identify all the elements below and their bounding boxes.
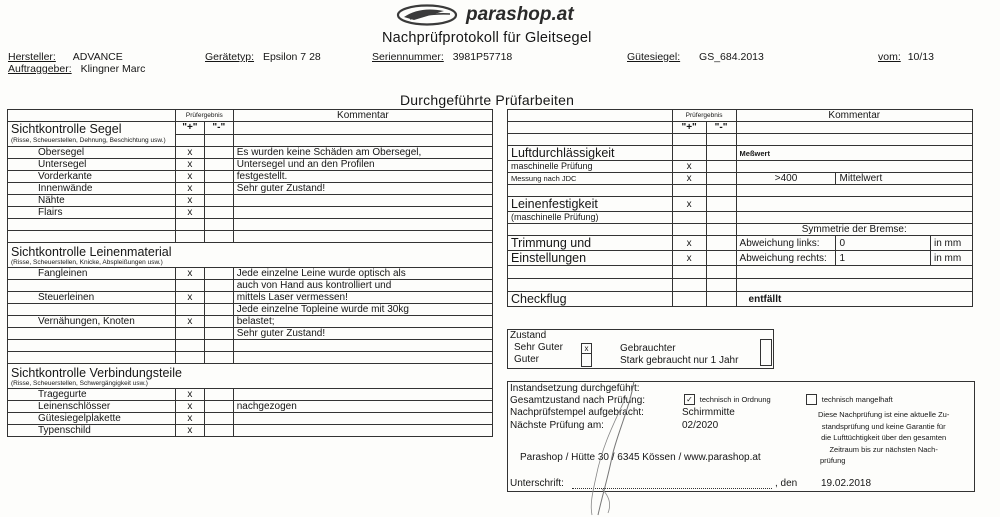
left-blank [233, 122, 492, 135]
row-mark [175, 304, 204, 316]
segel-title [8, 122, 176, 147]
row-comment: festgestellt. [233, 171, 492, 183]
header-geraetetyp [205, 51, 321, 63]
address: Parashop / Hütte 30 / 6345 Kössen / www.parashop.at [520, 452, 761, 463]
table-row [8, 425, 493, 437]
trimmung-line2: Einstellungen [508, 251, 673, 266]
right-col-result: Prüfergebnis [672, 110, 736, 122]
geraetetyp-label: Gerätetyp: [205, 51, 255, 63]
leinenfest-sub: (maschinelle Prüfung) [508, 212, 673, 224]
zustand-sehr-guter: Sehr Guter [514, 342, 563, 353]
header-vom [878, 51, 934, 63]
segel-subtitle: (Risse, Scheuerstellen, Dehnung, Beschichtung usw.) [11, 137, 166, 144]
zustand-title: Zustand [510, 330, 547, 341]
leinenfest-title: Leinenfestigkeit [508, 197, 673, 212]
section-title: Durchgeführte Prüfarbeiten [400, 92, 575, 108]
unit-links: in mm [931, 236, 973, 251]
table-row [8, 207, 493, 219]
verbindung-title-text: Sichtkontrolle Verbindungsteile [11, 366, 182, 380]
seriennummer-value: 3981P57718 [452, 51, 513, 63]
row-label: Tragegurte [8, 389, 176, 401]
row-label: Vernähungen, Knoten [8, 316, 176, 328]
segel-title-text: Sichtkontrolle Segel [11, 122, 122, 136]
table-row [8, 328, 493, 340]
den-label: , den [775, 478, 798, 489]
row-label: Nähte [8, 195, 176, 207]
abw-rechts-value: 1 [836, 251, 931, 266]
checkflug-label: Checkflug [508, 292, 673, 307]
table-row [8, 292, 493, 304]
mittelwert-label: Mittelwert [836, 173, 973, 185]
logo-swoosh-icon [396, 4, 458, 26]
geraetetyp-value: Epsilon 7 28 [262, 51, 321, 63]
row-comment: mittels Laser vermessen! [233, 292, 492, 304]
header-guetesiegel [627, 51, 764, 63]
leinen-title [8, 243, 493, 268]
row-comment [233, 389, 492, 401]
row-comment: Untersegel und an den Profilen [233, 159, 492, 171]
header-hersteller [8, 51, 123, 63]
check-ok-checkbox[interactable]: ✓ [684, 394, 695, 405]
row-comment: Jede einzelne Topleine wurde mit 30kg [233, 304, 492, 316]
table-row [8, 280, 493, 292]
guetesiegel-value: GS_684.2013 [699, 51, 764, 63]
row-mark [175, 280, 204, 292]
table-row [8, 183, 493, 195]
row-comment: belastet; [233, 316, 492, 328]
row-mark: x [175, 389, 204, 401]
row-mark [175, 328, 204, 340]
abw-links-value: 0 [836, 236, 931, 251]
signature-date: 19.02.2018 [821, 478, 872, 489]
leinen-title-text: Sichtkontrolle Leinenmaterial [11, 245, 172, 259]
row-label: Typenschild [8, 425, 176, 437]
row-mark: x [175, 195, 204, 207]
table-row [8, 147, 493, 159]
right-plus: "+" [672, 122, 706, 134]
check-ok-label: technisch in Ordnung [699, 395, 771, 405]
luft-title: Luftdurchlässigkeit [508, 146, 673, 161]
row-comment: Jede einzelne Leine wurde optisch als [233, 268, 492, 280]
vom-value: 10/13 [907, 51, 934, 63]
row-mark: x [175, 413, 204, 425]
disclaimer-line: Diese Nachprüfung ist eine aktuelle Zu- [818, 410, 950, 419]
header-seriennummer [372, 51, 512, 63]
messwert-label: Meßwert [736, 146, 972, 161]
row-mark: x [175, 425, 204, 437]
left-plus: "+" [175, 122, 204, 135]
table-row [8, 195, 493, 207]
naechste-value: 02/2020 [682, 420, 719, 431]
gebrauchter-checkbox[interactable] [760, 339, 772, 366]
luft-mark2: x [672, 173, 706, 185]
table-row [8, 389, 493, 401]
instand-line1: Instandsetzung durchgeführt: [510, 383, 640, 394]
vom-label: vom: [878, 51, 901, 63]
messwert-value: >400 [736, 173, 836, 185]
table-row [8, 413, 493, 425]
auftraggeber-value: Klingner Marc [80, 63, 146, 75]
header-auftraggeber [8, 63, 145, 75]
row-comment [233, 413, 492, 425]
hersteller-value: ADVANCE [72, 51, 123, 63]
document-title: Nachprüfprotokoll für Gleitsegel [382, 30, 592, 46]
row-comment: nachgezogen [233, 401, 492, 413]
trim-mark2: x [672, 251, 706, 266]
right-col-comment: Kommentar [736, 110, 972, 122]
row-mark: x [175, 401, 204, 413]
row-comment [233, 425, 492, 437]
check-ok-group [684, 394, 771, 405]
disclaimer-line: standsprüfung und keine Garantie für [821, 421, 946, 431]
unit-rechts: in mm [931, 251, 973, 266]
zustand-stark: Stark gebraucht nur 1 Jahr [620, 355, 739, 366]
logo-text: parashop.at [466, 4, 574, 25]
row-label: Steuerleinen [8, 292, 176, 304]
verbindung-subtitle: (Risse, Scheuerstellen, Schwergängigkeit usw.) [11, 380, 148, 387]
seriennummer-label: Seriennummer: [372, 51, 444, 63]
luft-sub2: Messung nach JDC [508, 173, 673, 185]
row-comment: Sehr guter Zustand! [233, 183, 492, 195]
verbindung-title [8, 364, 493, 389]
row-label: Flairs [8, 207, 176, 219]
table-row [8, 171, 493, 183]
zustand-box [507, 329, 774, 369]
row-comment [233, 207, 492, 219]
leinenfest-mark: x [672, 197, 706, 212]
stempel-label: Nachprüfstempel aufgebracht: [510, 407, 644, 418]
luft-mark1: x [672, 161, 706, 173]
right-minus: "-" [706, 122, 736, 134]
disclaimer-line: die Lufttüchtigkeit über den gesamten [821, 433, 947, 442]
table-row [8, 268, 493, 280]
abw-links-label: Abweichung links: [736, 236, 836, 251]
row-label: Obersegel [8, 147, 176, 159]
row-comment [233, 195, 492, 207]
leinen-subtitle: (Risse, Scheuerstellen, Knicke, Abspleißungen usw.) [11, 259, 163, 266]
luft-sub1: maschinelle Prüfung [508, 161, 673, 173]
row-mark: x [175, 292, 204, 304]
naechste-label: Nächste Prüfung am: [510, 420, 604, 431]
row-mark: x [175, 147, 204, 159]
checkflug-comment: entfällt [736, 292, 972, 307]
row-comment: Sehr guter Zustand! [233, 328, 492, 340]
abw-rechts-label: Abweichung rechts: [736, 251, 836, 266]
row-label: Vorderkante [8, 171, 176, 183]
guter-checkbox[interactable] [581, 354, 592, 367]
row-mark: x [175, 316, 204, 328]
table-row [8, 304, 493, 316]
left-col-result: Prüfergebnis [175, 110, 233, 122]
disclaimer [818, 409, 949, 467]
row-label [8, 280, 176, 292]
sehr-guter-checkbox[interactable]: x [581, 343, 592, 354]
disclaimer-line: prüfung [820, 456, 846, 465]
check-bad-checkbox[interactable] [806, 394, 817, 405]
row-label: Leinenschlösser [8, 401, 176, 413]
left-head-blank [8, 110, 176, 122]
stempel-value: Schirmmitte [682, 407, 735, 418]
hersteller-label: Hersteller: [8, 51, 56, 63]
disclaimer-line: Zeitraum bis zur nächsten Nach- [829, 444, 938, 454]
table-row [8, 316, 493, 328]
row-comment: Es wurden keine Schäden am Obersegel, [233, 147, 492, 159]
auftraggeber-label: Auftraggeber: [8, 63, 72, 75]
trimmung-line1: Trimmung und [508, 236, 673, 251]
right-table [507, 109, 973, 307]
check-bad-label: technisch mangelhaft [821, 395, 893, 405]
check-bad-group [806, 394, 893, 405]
row-label [8, 304, 176, 316]
gesamt-label: Gesamtzustand nach Prüfung: [510, 395, 646, 406]
row-comment: auch von Hand aus kontrolliert und [233, 280, 492, 292]
left-table [7, 109, 493, 437]
signature-scribble-icon [572, 377, 652, 517]
row-label: Fangleinen [8, 268, 176, 280]
zustand-gebrauchter: Gebrauchter [620, 343, 676, 354]
symmetrie-label: Symmetrie der Bremse: [736, 224, 972, 236]
unterschrift-label: Unterschrift: [510, 478, 564, 489]
row-mark: x [175, 268, 204, 280]
row-mark: x [175, 159, 204, 171]
row-mark: x [175, 171, 204, 183]
row-mark: x [175, 183, 204, 195]
left-col-comment: Kommentar [233, 110, 492, 122]
guetesiegel-label: Gütesiegel: [627, 51, 681, 63]
left-minus: "-" [204, 122, 233, 135]
table-row [8, 159, 493, 171]
table-row [8, 401, 493, 413]
row-label: Untersegel [8, 159, 176, 171]
row-label: Innenwände [8, 183, 176, 195]
trim-mark1: x [672, 236, 706, 251]
row-mark: x [175, 207, 204, 219]
row-label [8, 328, 176, 340]
zustand-guter: Guter [514, 354, 540, 365]
row-label: Gütesiegelplakette [8, 413, 176, 425]
